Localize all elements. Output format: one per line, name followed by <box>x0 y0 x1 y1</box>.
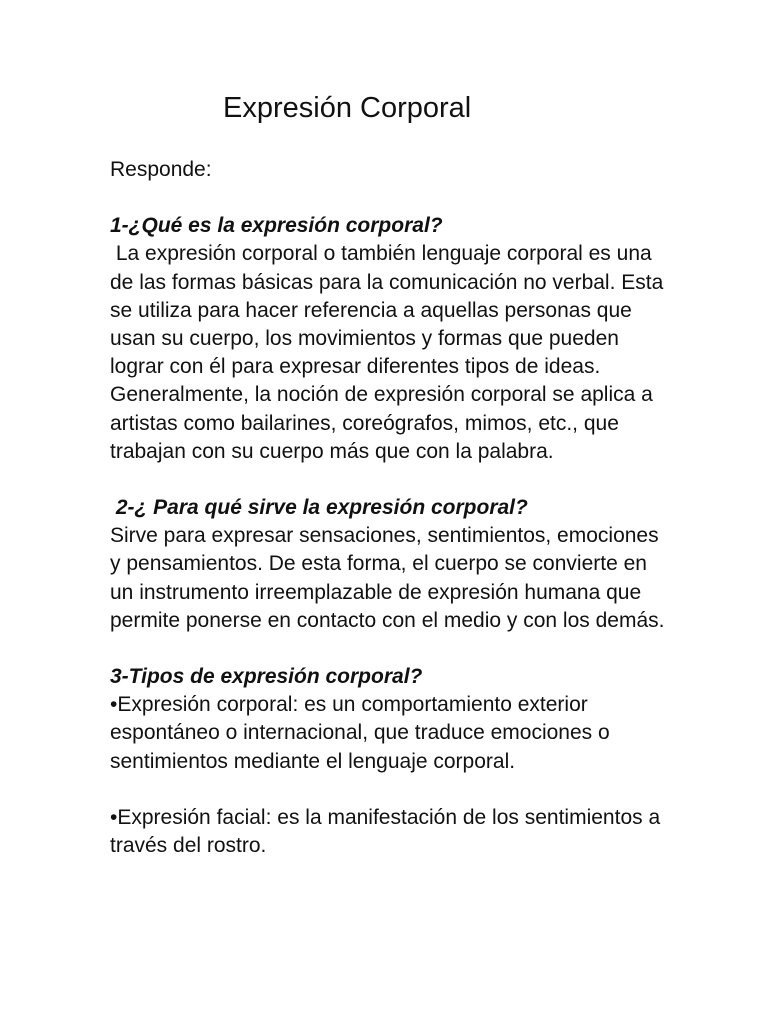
spacer <box>110 184 670 212</box>
bullet-item: •Expresión corporal: es un comportamiento exterior espontáneo o internacional, que traduce emociones o sentimientos mediante el lenguaje corporal. <box>110 693 616 773</box>
question-1: 1-¿Qué es la expresión corporal? <box>110 214 443 238</box>
question-2: 2-¿ Para qué sirve la expresión corporal? <box>110 496 528 520</box>
spacer <box>110 635 670 663</box>
question-3: 3-Tipos de expresión corporal? <box>110 665 423 689</box>
answer-2: Sirve para expresar sensaciones, sentimientos, emociones y pensamientos. De esta forma, el cuerpo se convierte en un instrumento irreemplazable de expresión humana que permite ponerse en contacto con el medio y con los demás. <box>110 524 665 632</box>
document-title: Expresión Corporal <box>223 92 472 124</box>
document-body <box>110 156 670 860</box>
intro-text: Responde: <box>110 158 212 181</box>
spacer <box>110 776 670 804</box>
bullet-item: •Expresión facial: es la manifestación de los sentimientos a través del rostro. <box>110 805 666 858</box>
answer-1: La expresión corporal o también lenguaje corporal es una de las formas básicas para la comunicación no verbal. Esta se utiliza para hacer referencia a aquellas personas que usan su cuerpo, los movimientos y formas que pueden lograr con él para expresar diferentes tipos de ideas. Generalmente, la noción de expresión corporal se aplica a artistas como bailarines, coreógrafos, mimos, etc., que trabajan con su cuerpo más que con la palabra. <box>110 242 670 463</box>
spacer <box>110 466 670 494</box>
